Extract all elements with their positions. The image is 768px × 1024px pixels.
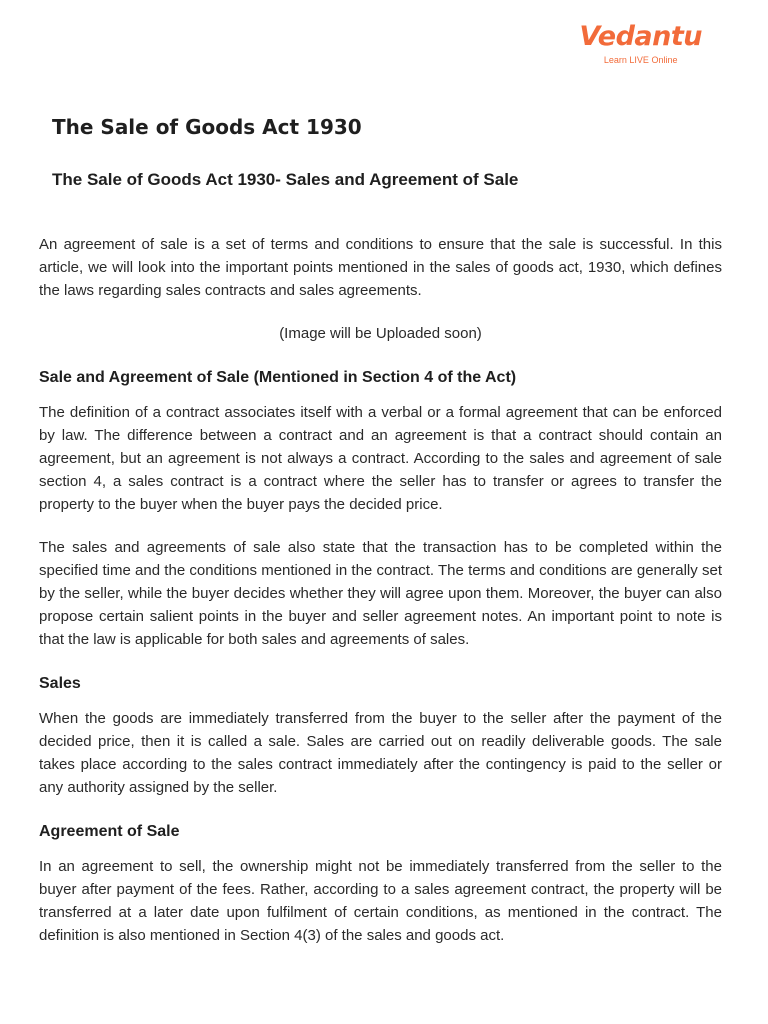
section-paragraph: In an agreement to sell, the ownership might not be immediately transferred from the seller to the buyer after payment of the fees. Rather, according to a sales agreement contract, the property will be transferred at a later date upon fulfilment of certain conditions, as mentioned in the contract. The definition is also mentioned in Section 4(3) of the sales and goods act.	[39, 858, 722, 944]
document-title: The Sale of Goods Act 1930	[52, 115, 362, 139]
logo-tagline: Learn LIVE Online	[603, 55, 678, 65]
section-paragraph: The definition of a contract associates itself with a verbal or a formal agreement that can be enforced by law. The difference between a contract and an agreement is that a contract should contain an agreement, but an agreement is not always a contract. According to the sales and agreement of sale section 4, a sales contract is a contract where the seller has to transfer or agrees to transfer the property to the buyer when the buyer pays the decided price.	[39, 404, 722, 513]
image-placeholder-text: (Image will be Uploaded soon)	[279, 325, 482, 342]
section-paragraph: The sales and agreements of sale also state that the transaction has to be completed within the specified time and the conditions mentioned in the contract. The terms and conditions are generally set by the seller, while the buyer decides whether they will agree upon them. Moreover, the buyer can also propose certain salient points in the buyer and seller agreement notes. An important point to note is that the law is applicable for both sales and agreements of sales.	[39, 539, 722, 648]
document-subtitle: The Sale of Goods Act 1930- Sales and Agreement of Sale	[52, 170, 519, 189]
vedantu-logo	[579, 22, 702, 66]
intro-paragraph: An agreement of sale is a set of terms and conditions to ensure that the sale is successful. In this article, we will look into the important points mentioned in the sales of goods act, 1930, which defines the laws regarding sales contracts and sales agreements.	[39, 236, 722, 299]
section-heading-sales: Sales	[39, 675, 81, 692]
document-body	[39, 233, 722, 947]
section-heading-agreement-of-sale: Agreement of Sale	[39, 823, 180, 840]
section-paragraph: When the goods are immediately transferred from the buyer to the seller after the payment of the decided price, then it is called a sale. Sales are carried out on readily deliverable goods. The sale takes place according to the sales contract immediately after the contingency is paid to the seller or any authority assigned by the seller.	[39, 710, 722, 796]
section-heading-sale-and-agreement: Sale and Agreement of Sale (Mentioned in Section 4 of the Act)	[39, 369, 517, 386]
logo-wordmark: Vedantu	[579, 21, 702, 52]
